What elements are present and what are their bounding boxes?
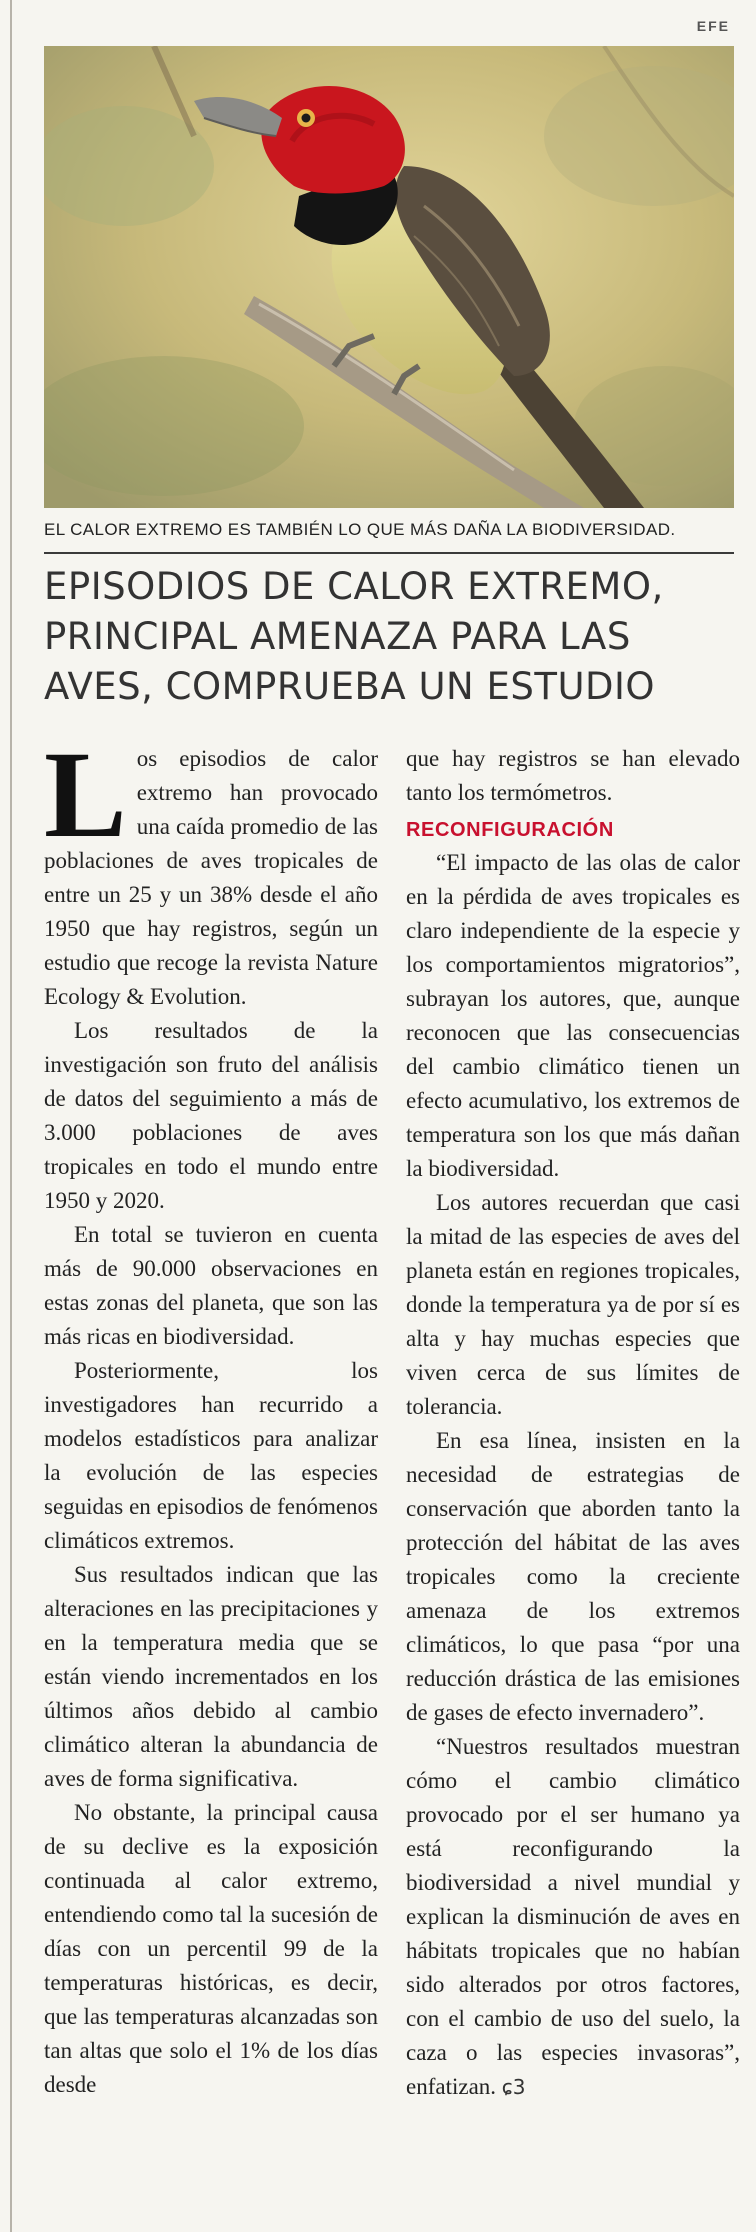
article-paragraph: Sus resultados indican que las alteraciones en las precipitaciones y en la temperatura media que se están viendo incrementados en los últimos años debido al cambio climático alteran la abundancia de aves de forma significativa.	[44, 1562, 378, 1791]
article-column-left	[44, 726, 378, 2102]
headline: EPISODIOS DE CALOR EXTREMO, PRINCIPAL AMENAZA PARA LAS AVES, COMPRUEBA UN ESTUDIO	[44, 565, 664, 708]
caption-rule	[44, 552, 734, 554]
article-paragraph: “El impacto de las olas de calor en la pérdida de aves tropicales es claro independiente de la especie y los comportamientos migratorios”, subrayan los autores, que, aunque reconocen que las consecuencias del cambio climático tienen un efecto acumulativo, los extremos de temperatura son los que más dañan la biodiversidad.	[406, 850, 740, 1181]
article-paragraph	[44, 726, 378, 1014]
photo-caption: EL CALOR EXTREMO ES TAMBIÉN LO QUE MÁS DAÑA LA BIODIVERSIDAD.	[44, 520, 676, 539]
article-paragraph: En total se tuvieron en cuenta más de 90.000 observaciones en estas zonas del planeta, que son las más ricas en biodiversidad.	[44, 1222, 378, 1349]
article-paragraph: Los resultados de la investigación son fruto del análisis de datos del seguimiento a más de 3.000 poblaciones de aves tropicales en todo el mundo entre 1950 y 2020.	[44, 1018, 378, 1213]
drop-cap: L	[44, 726, 127, 863]
article-paragraph	[406, 1730, 740, 2104]
section-subhead: RECONFIGURACIÓN	[406, 819, 614, 841]
paragraph-text: “Nuestros resultados muestran cómo el cambio climático provocado por el ser humano ya está reconfigurando la biodiversidad a nivel mundial y explican la disminución de aves en hábitats tropicales que no habían sido alterados por otros factores, con el cambio de uso del suelo, la caza o las especies invasoras”, enfatizan.	[406, 1734, 740, 2099]
photo-credit: EFE	[696, 18, 730, 34]
end-mark-icon: ɕ3	[501, 2075, 526, 2099]
article-paragraph: Los autores recuerdan que casi la mitad de las especies de aves del planeta están en regiones tropicales, donde la temperatura ya de por sí es alta y hay muchas especies que viven cerca de sus límites de tolerancia.	[406, 1190, 740, 1419]
article-paragraph-continuation: que hay registros se han elevado tanto los termómetros.	[406, 746, 740, 805]
column-divider	[10, 0, 12, 2232]
article-column-right	[406, 742, 740, 2104]
paragraph-text: os episodios de calor extremo han provocado una caída promedio de las poblaciones de aves tropicales de entre un 25 y un 38% desde el año 1950 que hay registros, según un estudio que recoge la revista Nature Ecology & Evolution.	[44, 746, 378, 1009]
article-paragraph: No obstante, la principal causa de su declive es la exposición continuada al calor extremo, entendiendo como tal la sucesión de días con un percentil 99 de la temperaturas históricas, es decir, que las temperaturas alcanzadas son tan altas que solo el 1% de los días desde	[44, 1800, 378, 2097]
bird-photo-illustration	[44, 46, 734, 508]
article-paragraph: En esa línea, insisten en la necesidad de estrategias de conservación que aborden tanto la protección del hábitat de las aves tropicales como la creciente amenaza de los extremos climáticos, lo que pasa “por una reducción drástica de las emisiones de gases de efecto invernadero”.	[406, 1428, 740, 1725]
article-paragraph: Posteriormente, los investigadores han recurrido a modelos estadísticos para analizar la evolución de las especies seguidas en episodios de fenómenos climáticos extremos.	[44, 1358, 378, 1553]
article-photo	[44, 46, 734, 508]
